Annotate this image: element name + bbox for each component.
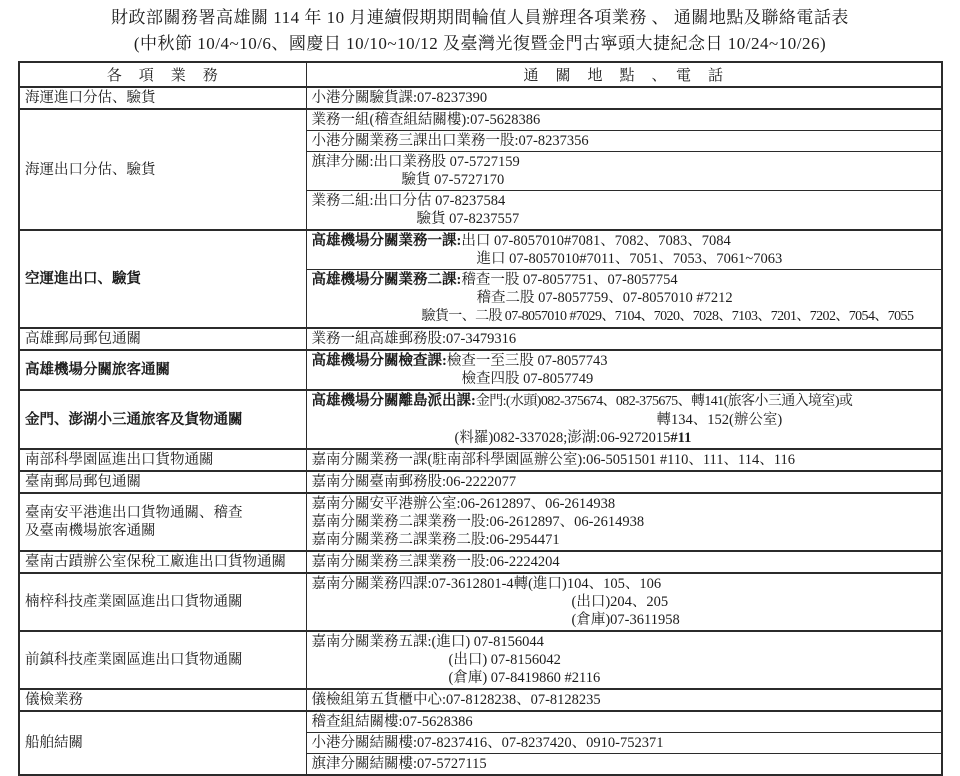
contact-text: 驗貨一、二股 07-8057010 #7029、7104、7020、7028、7103、7201、7202、7054、7055 [421,309,914,324]
duty-contact-table [18,61,943,776]
contact-text: (倉庫)07-3611958 [571,612,680,628]
business-category-cell: 儀檢業務 [19,689,306,711]
contact-text: (倉庫) 07-8419860 #2116 [448,670,601,686]
contact-text: 嘉南分關業務二課業務二股:06-2954471 [311,532,560,548]
contact-text: 高雄機場分關檢查課: [311,353,447,369]
table-row [19,109,942,131]
contact-line [312,669,937,687]
contact-cell [306,631,942,689]
contact-text: 小港分關結關樓:07-8237416、07-8237420、0910-752371 [311,735,664,751]
contact-cell [306,270,942,329]
table-body [19,87,942,775]
contact-line [312,633,937,651]
business-category-cell: 海運出口分估、驗貨 [19,109,306,230]
contact-line [312,192,937,210]
contact-text: 儀檢組第五貨櫃中心:07-8128238、07-8128235 [311,692,601,708]
table-row [19,87,942,109]
contact-line [312,451,937,469]
contact-line [312,755,937,773]
table-row [19,551,942,573]
business-category-cell: 南部科學園區進出口貨物通關 [19,449,306,471]
document-subtitle: (中秋節 10/4~10/6、國慶日 10/10~10/12 及臺灣光復暨金門古寧頭大捷紀念日 10/24~10/26) [133,34,827,53]
business-category-cell: 高雄郵局郵包通關 [19,328,306,350]
contact-line [312,171,937,189]
contact-text: 嘉南分關業務五課:(進口) 07-8156044 [311,634,544,650]
contact-cell [306,152,942,191]
table-row [19,390,942,449]
contact-line [312,392,937,411]
contact-line [312,153,937,171]
contact-text: 業務二組:出口分估 07-8237584 [311,193,506,209]
contact-text: 嘉南分關業務二課業務一股:06-2612897、06-2614938 [311,514,645,530]
contact-line [312,411,937,429]
contact-cell [306,131,942,152]
contact-text: 驗貨 07-5727170 [401,172,505,188]
table-row [19,328,942,350]
contact-line [312,232,937,250]
table-row [19,350,942,390]
contact-line [312,553,937,571]
contact-cell [306,109,942,131]
contact-text: 轉134、152(辦公室) [656,412,783,428]
contact-text: 小港分關業務三課出口業務一股:07-8237356 [311,133,589,149]
contact-line [312,691,937,709]
business-category-cell: 楠梓科技產業園區進出口貨物通關 [19,573,306,631]
contact-line [312,271,937,289]
contact-text: 小港分關驗貨課:07-8237390 [311,90,488,106]
contact-cell [306,230,942,270]
contact-line [312,370,937,388]
contact-line [312,111,937,129]
contact-text: 嘉南分關臺南郵務股:06-2222077 [311,474,517,490]
contact-cell [306,390,942,449]
contact-text: 出口 07-8057010#7081、7082、7083、7084 [461,233,731,249]
business-category-cell: 空運進出口、驗貨 [19,230,306,328]
contact-text: 高雄機場分關離島派出課: [311,393,476,409]
contact-line [312,429,937,447]
document-title: 財政部關務署高雄關 114 年 10 月連續假期期間輪值人員辦理各項業務 、 通關地點及聯絡電話表 [111,8,849,27]
contact-cell [306,471,942,493]
contact-text: (料羅)082-337028;澎湖:06-9272015 [454,430,671,446]
contact-text: 稽查組結關樓:07-5628386 [311,714,473,730]
contact-cell [306,449,942,471]
contact-cell [306,493,942,551]
document-page [0,6,960,772]
contact-cell [306,733,942,754]
contact-text: 金門:(水頭)082-375674、082-375675、轉141(旅客小三通入境室)或 [475,394,853,409]
contact-line [312,330,937,348]
contact-line [312,531,937,549]
contact-text: 嘉南分關業務一課(駐南部科學園區辦公室):06-5051501 #110、111、114、116 [311,452,795,468]
contact-text: 嘉南分關安平港辦公室:06-2612897、06-2614938 [311,496,616,512]
contact-line [312,473,937,491]
contact-cell [306,573,942,631]
contact-line [312,352,937,370]
business-category-cell: 臺南安平港進出口貨物通關、稽查 及臺南機場旅客通關 [19,493,306,551]
contact-text: 驗貨 07-8237557 [416,211,520,227]
table-row [19,631,942,689]
contact-text: 稽查二股 07-8057759、07-8057010 #7212 [476,290,733,306]
table-header-row [19,62,942,87]
business-category-cell: 高雄機場分關旅客通關 [19,350,306,390]
contact-cell [306,754,942,776]
contact-line [312,611,937,629]
contact-text: 業務一組(稽查組結關樓):07-5628386 [311,112,541,128]
contact-text: 嘉南分關業務三課業務一股:06-2224204 [311,554,560,570]
col-header-business: 各 項 業 務 [19,62,306,87]
business-category-cell: 前鎮科技產業園區進出口貨物通關 [19,631,306,689]
col-header-contact: 通 關 地 點 、 電 話 [306,62,942,87]
contact-line [312,495,937,513]
contact-line [312,250,937,268]
contact-cell [306,191,942,231]
contact-cell [306,551,942,573]
contact-text: 旗津分關結關樓:07-5727115 [311,756,487,772]
table-row [19,493,942,551]
table-row [19,689,942,711]
business-category-cell: 臺南古蹟辦公室保稅工廠進出口貨物通關 [19,551,306,573]
contact-line [312,513,937,531]
table-row [19,449,942,471]
contact-line [312,307,937,326]
table-row [19,230,942,270]
contact-text: 檢查四股 07-8057749 [461,371,594,387]
contact-line [312,132,937,150]
contact-cell [306,328,942,350]
contact-cell [306,689,942,711]
contact-line [312,210,937,228]
business-category-cell: 海運進口分估、驗貨 [19,87,306,109]
contact-line [312,713,937,731]
contact-line [312,734,937,752]
contact-line [312,575,937,593]
contact-line [312,89,937,107]
contact-cell [306,711,942,733]
contact-text: 進口 07-8057010#7011、7051、7053、7061~7063 [476,251,783,267]
business-category-cell: 船舶結關 [19,711,306,775]
business-category-cell: 金門、澎湖小三通旅客及貨物通關 [19,390,306,449]
table-row [19,471,942,493]
contact-line [312,289,937,307]
contact-text: 檢查一至三股 07-8057743 [446,353,608,369]
contact-line [312,593,937,611]
contact-line [312,651,937,669]
contact-text: (出口) 07-8156042 [448,652,561,668]
contact-cell [306,350,942,390]
contact-text: 高雄機場分關業務二課: [311,272,462,288]
table-row [19,711,942,733]
contact-text: 旗津分關:出口業務股 07-5727159 [311,154,520,170]
contact-text: #11 [670,430,692,446]
contact-text: 稽查一股 07-8057751、07-8057754 [461,272,678,288]
contact-text: (出口)204、205 [571,594,669,610]
contact-cell [306,87,942,109]
contact-text: 嘉南分關業務四課:07-3612801-4轉(進口)104、105、106 [311,576,662,592]
contact-text: 高雄機場分關業務一課: [311,233,462,249]
business-category-cell: 臺南郵局郵包通關 [19,471,306,493]
table-row [19,573,942,631]
contact-text: 業務一組高雄郵務股:07-3479316 [311,331,517,347]
